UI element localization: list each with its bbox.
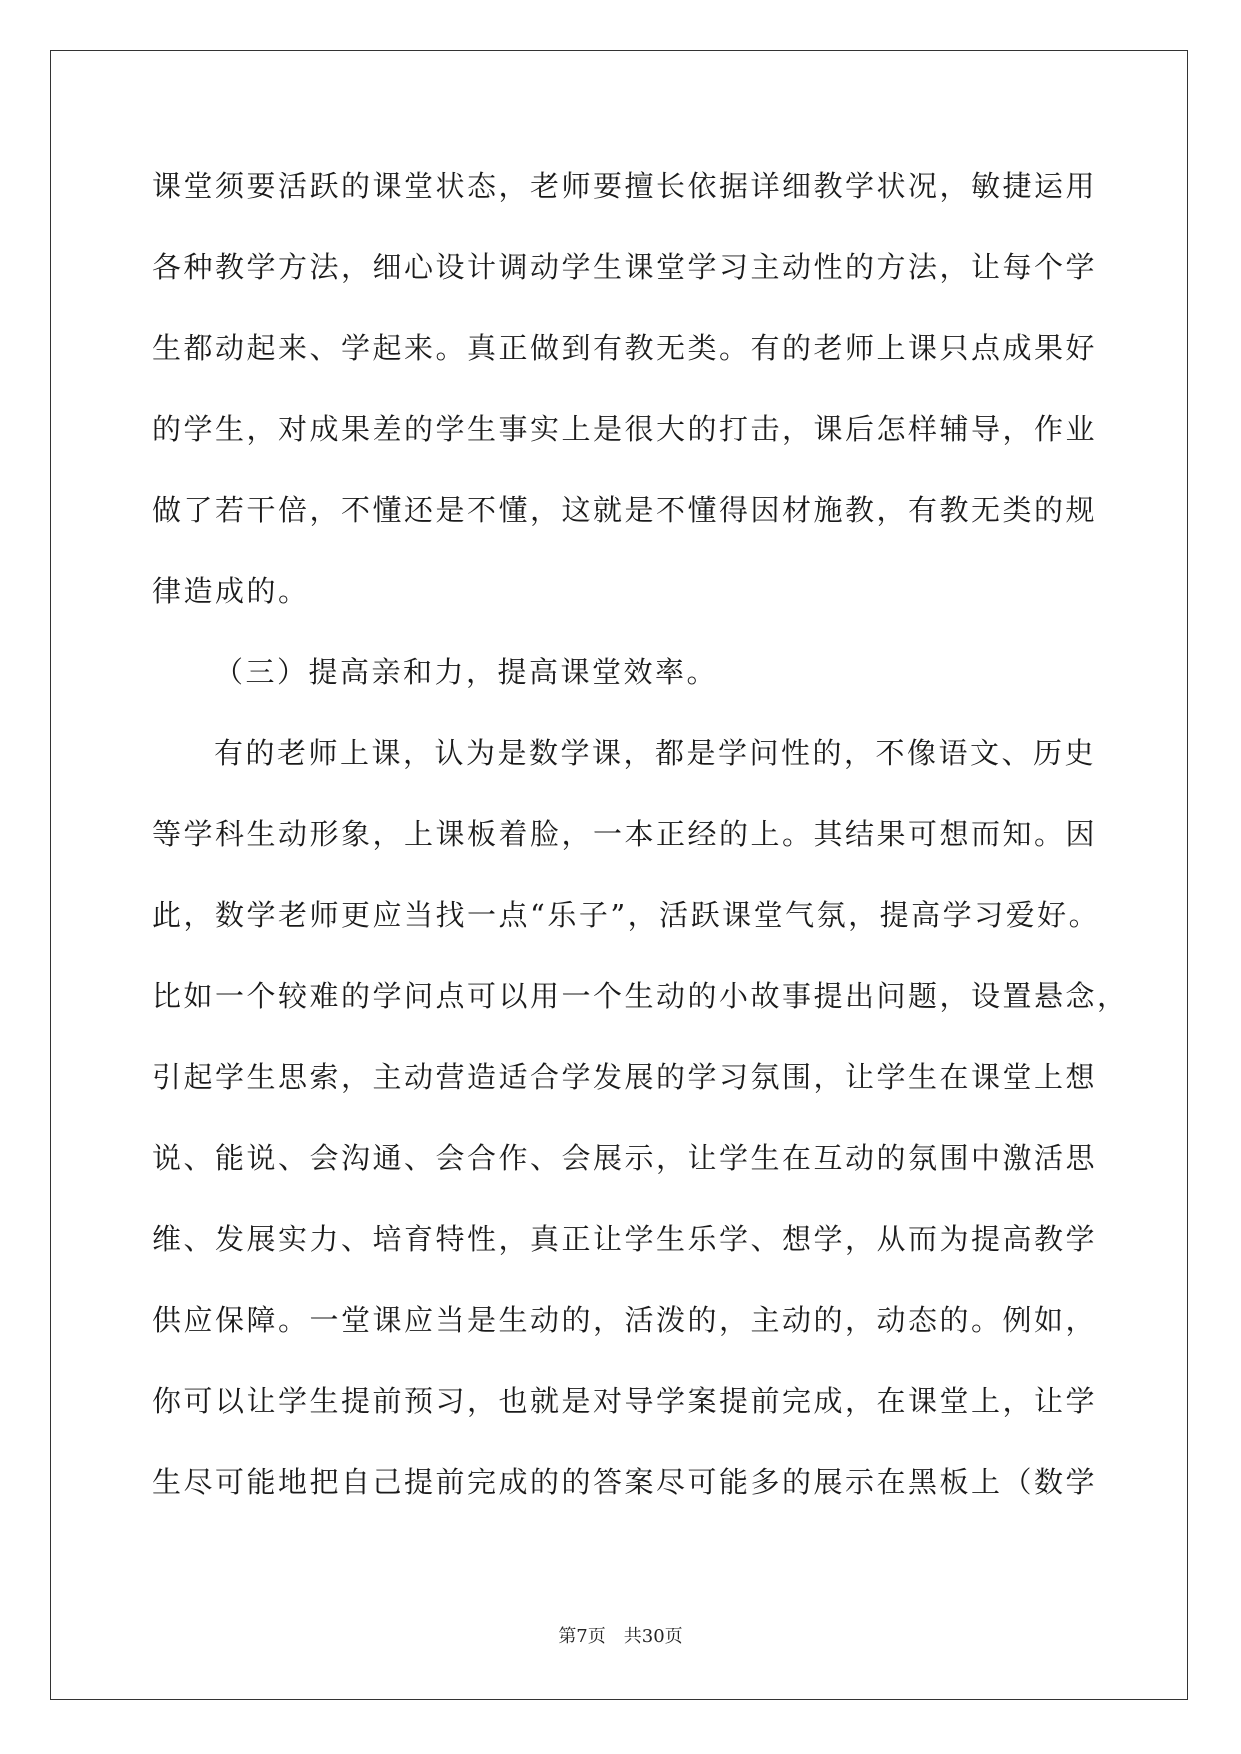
text-line: 你可以让学生提前预习，也就是对导学案提前完成，在课堂上，让学 (152, 1384, 1098, 1418)
text-line: 引起学生思索，主动营造适合学发展的学习氛围，让学生在课堂上想 (152, 1060, 1098, 1094)
text-line: 维、发展实力、培育特性，真正让学生乐学、想学，从而为提高教学 (152, 1222, 1098, 1256)
document-body (152, 160, 1129, 1537)
text-line: 律造成的。 (152, 574, 310, 608)
text-line: 课堂须要活跃的课堂状态，老师要擅长依据详细教学状况，敏捷运用 (152, 169, 1098, 203)
text-line: 供应保障。一堂课应当是生动的，活泼的，主动的，动态的。例如， (152, 1303, 1098, 1337)
text-line: 有的老师上课，认为是数学课，都是学问性的，不像语文、历史 (214, 736, 1097, 770)
text-line: 此，数学老师更应当找一点“乐子”，活跃课堂气氛，提高学习爱好。 (152, 898, 1101, 932)
text-line: 的学生，对成果差的学生事实上是很大的打击，课后怎样辅导，作业 (152, 412, 1098, 446)
text-line: 做了若干倍，不懂还是不懂，这就是不懂得因材施教，有教无类的规 (152, 493, 1098, 527)
text-line: 各种教学方法，细心设计调动学生课堂学习主动性的方法，让每个学 (152, 250, 1098, 284)
text-line: 生尽可能地把自己提前完成的的答案尽可能多的展示在黑板上（数学 (152, 1465, 1098, 1499)
text-line: 说、能说、会沟通、会合作、会展示，让学生在互动的氛围中激活思 (152, 1141, 1098, 1175)
text-line: 等学科生动形象，上课板着脸，一本正经的上。其结果可想而知。因 (152, 817, 1098, 851)
text-line: 生都动起来、学起来。真正做到有教无类。有的老师上课只点成果好 (152, 331, 1098, 365)
text-line: 比如一个较难的学问点可以用一个生动的小故事提出问题，设置悬念， (152, 979, 1129, 1013)
page-number: 第7页 共30页 (558, 1626, 683, 1647)
section-heading: （三）提高亲和力，提高课堂效率。 (214, 655, 719, 689)
